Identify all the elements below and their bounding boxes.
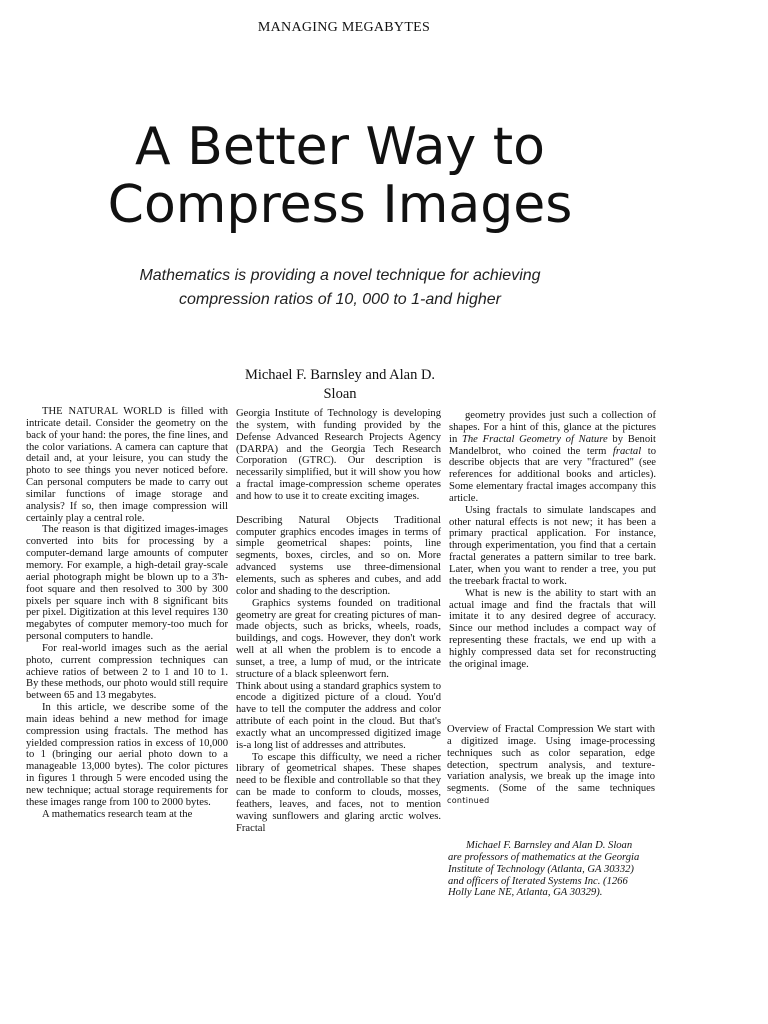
text-run: by Benoit Mandelbrot, who coined the term xyxy=(449,433,656,457)
title-line-1: A Better Way to xyxy=(135,117,545,177)
paragraph: A mathematics research team at the xyxy=(42,808,193,820)
paragraph: Using fractals to simulate landscapes and other natural effects is not new; it has been a primary practical application. For instance, through experimentation, you find that a certain fractal generates a pattern similar to tree bark. Later, when you want to render a tree, you put the treebark fractal to work. xyxy=(449,504,656,587)
author-bio xyxy=(448,840,640,899)
paragraph xyxy=(449,410,656,505)
title-line-2: Compress Images xyxy=(107,175,573,235)
section-overview xyxy=(447,724,655,807)
column-2 xyxy=(236,408,441,835)
text-run: Overview of Fractal Compression We start with a digitized image. Using image-processing techniques such as color separation, edge detection, spectrum analysis, and texture-variation analysis, we break up the image into segments. (Some of the same techniques xyxy=(447,724,655,795)
article-title xyxy=(0,118,680,234)
paragraph: Think about using a standard graphics system to encode a digitized picture of a cloud. You'd have to tell the computer the address and color attribute of each point in the cloud. But that's exactly what an uncompressed digitized image is-a long list of addresses and attributes. xyxy=(236,680,441,751)
column-3 xyxy=(449,410,656,671)
continued-label: continued xyxy=(447,796,490,806)
bio-paragraph: Michael F. Barnsley and Alan D. Sloan are professors of mathematics at the Georgia Institute of Technology (Atlanta, GA 30332) and officers of Iterated Systems Inc. (1266 Holly Lane NE, Atlanta, GA 30329). xyxy=(448,840,640,899)
paragraph: Georgia Institute of Technology is developing the system, with funding provided by the Defense Advanced Research Projects Agency (DARPA) and the Georgia Tech Research Corporation (GTRC). Our description is necessarily simplified, but it will show you how a fractal image-compression scheme operates and how to use it to create exciting images. xyxy=(236,408,441,502)
paragraph: For real-world images such as the aerial photo, current compression techniques can achieve ratios of between 2 to 1 and 10 to 1. By these methods, our photo would still require between 65 and 13 megabytes. xyxy=(26,642,228,702)
emphasis-term: fractal xyxy=(612,445,642,457)
column-1 xyxy=(26,406,228,821)
paragraph: Describing Natural Objects Traditional computer graphics encodes images in terms of simple geometrical shapes: points, line segments, boxes, circles, and so on. More advanced systems use three-dimensional elements, such as spheres and cubes, and add color and shading to the description. xyxy=(236,514,441,597)
text-run: geometry provides just such a collection of shapes. For a hint of this, glance at the pictures in xyxy=(449,410,656,445)
paragraph: What is new is the ability to start with an actual image and find the fractals that will imitate it to any desired degree of accuracy. Since our method includes a compact way of representing these fractals, we end up with a highly compressed data set for reconstructing the original image. xyxy=(449,587,656,670)
paragraph: The reason is that digitized images-images converted into bits for processing by a computer-demand large amounts of computer memory. For example, a high-detail gray-scale aerial photograph might be blown up to a 3'h-foot square and then resolved to 300 by 300 pixels per square inch with 8 significant bits per pixel. Digitization at this level requires 130 megabytes of computer memory-too much for personal computers to handle. xyxy=(26,524,228,643)
book-title: The Fractal Geometry of Nature xyxy=(461,433,608,445)
subtitle-line-2: compression ratios of 10, 000 to 1-and higher xyxy=(179,291,501,308)
paragraph: In this article, we describe some of the main ideas behind a new method for image compression using fractals. The method has yielded compression ratios in excess of 10,000 to 1 (bringing our aerial photo down to a manageable 13,000 bytes). The color pictures in figures 1 through 5 were encoded using the new technique; actual storage requirements for these images range from 100 to 2000 bytes. xyxy=(26,702,228,808)
paragraph: To escape this difficulty, we need a richer library of geometrical shapes. These shapes need to be flexible and controllable so that they can be made to conform to clouds, mosses, feathers, leaves, and faces, not to mention waving sunflowers and glaring arctic wolves. Fractal xyxy=(236,751,441,834)
author-byline: Michael F. Barnsley and Alan D. Sloan xyxy=(244,367,436,402)
paragraph: THE NATURAL WORLD is filled with intricate detail. Consider the geometry on the back of your hand: the pores, the fine lines, and the color variations. A camera can capture that detail and, at your leisure, you can study the photo to see things you never noticed before. Can personal computers be made to carry out similar functions of image storage and analysis? If so, then image compression will certainly play a central role. xyxy=(26,406,228,524)
paragraph: Graphics systems founded on traditional geometry are great for creating pictures of man-made objects, such as bricks, wheels, roads, buildings, and cogs. However, they don't work well at all when the problem is to encode a sunset, a tree, a lump of mud, or the intricate structure of a black spleenwort fern. xyxy=(236,597,441,680)
text-run: to describe objects that are very "fractured" (see references for additional books and articles). Some elementary fractal images accompany this article. xyxy=(449,445,656,504)
subtitle-line-1: Mathematics is providing a novel technique for achieving xyxy=(139,267,541,284)
article-subtitle xyxy=(0,264,680,312)
running-header: MANAGING MEGABYTES xyxy=(257,20,431,35)
paragraph xyxy=(447,724,655,807)
